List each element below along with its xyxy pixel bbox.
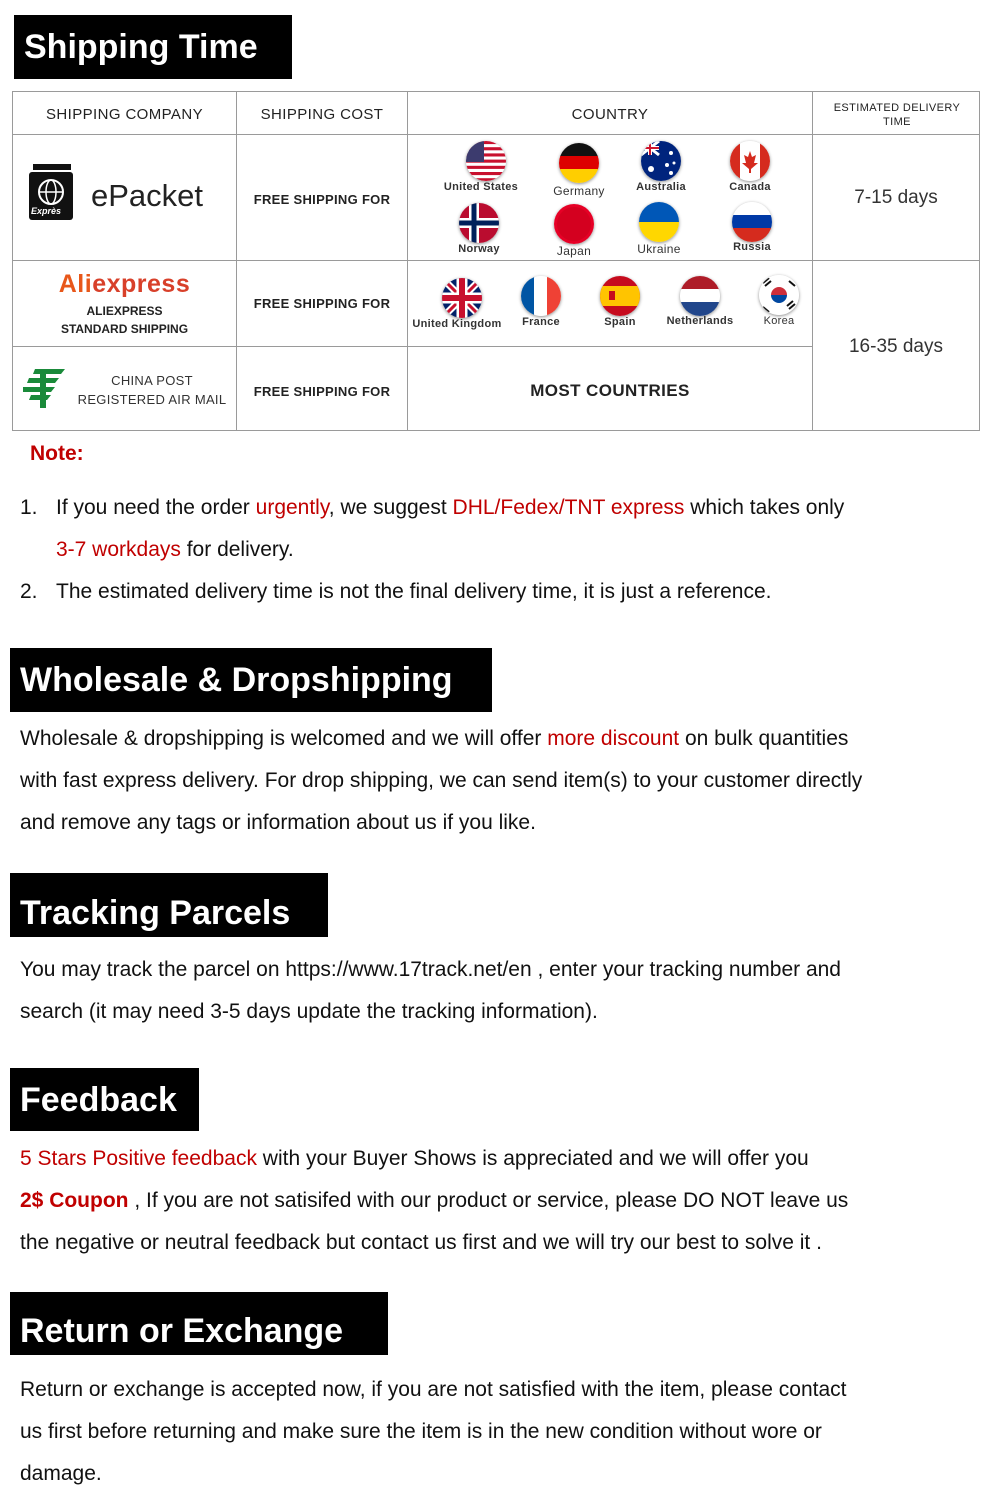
epacket-logo-text: ePacket bbox=[91, 178, 204, 213]
header-shipping-cost: SHIPPING COST bbox=[260, 106, 384, 123]
note-text: , we suggest bbox=[328, 496, 453, 519]
express-logo-part: express bbox=[92, 270, 191, 298]
germany-flag-icon bbox=[559, 143, 599, 183]
country-label: United States bbox=[443, 181, 519, 193]
note-item-1 bbox=[20, 487, 990, 571]
note-item-number: 1. bbox=[20, 496, 38, 519]
section-title-return bbox=[10, 1292, 388, 1355]
wholesale-highlight: more discount bbox=[547, 727, 680, 750]
wholesale-text: with fast express delivery. For drop shipping, we can send item(s) to your customer directly bbox=[20, 769, 863, 792]
row1-cost: FREE SHIPPING FOR bbox=[253, 192, 391, 207]
note-text: If you need the order bbox=[56, 496, 256, 519]
table-divider bbox=[236, 92, 237, 430]
wholesale-text: and remove any tags or information about us if you like. bbox=[20, 811, 536, 834]
canada-flag-icon bbox=[730, 141, 770, 181]
section-title-text: Tracking Parcels bbox=[20, 894, 291, 932]
epacket-small-label: Exprès bbox=[31, 206, 62, 216]
note-highlight-express: DHL/Fedex/TNT express bbox=[452, 496, 685, 519]
note-highlight-workdays: 3-7 workdays bbox=[56, 538, 181, 561]
return-paragraph bbox=[20, 1369, 998, 1495]
country-label: Germany bbox=[553, 184, 605, 198]
shipping-table bbox=[12, 91, 980, 431]
feedback-coupon: 2$ Coupon bbox=[20, 1189, 129, 1212]
country-label: United Kingdom bbox=[412, 318, 502, 330]
row3-cost: FREE SHIPPING FOR bbox=[253, 384, 391, 399]
tracking-text: search (it may need 3-5 days update the tracking information). bbox=[20, 1000, 598, 1023]
country-label: Ukraine bbox=[637, 242, 681, 256]
china-post-line2: REGISTERED AIR MAIL bbox=[77, 392, 227, 407]
note-text: The estimated delivery time is not the final delivery time, it is just a reference. bbox=[56, 580, 772, 603]
china-post-logo bbox=[21, 363, 235, 415]
country-label: Canada bbox=[729, 181, 771, 193]
section-title-wholesale bbox=[10, 648, 492, 712]
united-states-flag-icon bbox=[466, 141, 506, 181]
note-text: which takes only bbox=[684, 496, 845, 519]
tracking-text: You may track the parcel on https://www.17track.net/en , enter your tracking number and bbox=[20, 958, 841, 981]
section-title-text: Feedback bbox=[20, 1080, 177, 1119]
tracking-paragraph bbox=[20, 949, 998, 1033]
wholesale-text: on bulk quantities bbox=[679, 727, 849, 750]
note-label: Note: bbox=[30, 442, 84, 465]
note-item-number: 2. bbox=[20, 580, 38, 603]
country-label: Australia bbox=[636, 181, 686, 193]
ukraine-flag-icon bbox=[639, 202, 679, 242]
row3-countries: MOST COUNTRIES bbox=[530, 381, 690, 400]
feedback-paragraph bbox=[20, 1138, 998, 1264]
header-delivery-line1: ESTIMATED DELIVERY bbox=[833, 102, 961, 114]
section-title-text: Wholesale & Dropshipping bbox=[20, 661, 453, 699]
united-kingdom-flag-icon bbox=[442, 278, 482, 318]
section-title-shipping-time bbox=[14, 15, 292, 79]
japan-flag-icon bbox=[554, 204, 594, 244]
wholesale-text: Wholesale & dropshipping is welcomed and we will offer bbox=[20, 727, 548, 750]
return-text: us first before returning and make sure the item is in the new condition without wore or bbox=[20, 1420, 822, 1443]
aliexpress-logo bbox=[13, 270, 236, 336]
country-label: Norway bbox=[458, 243, 500, 255]
netherlands-flag-icon bbox=[680, 276, 720, 316]
row2-cost: FREE SHIPPING FOR bbox=[253, 296, 391, 311]
ali-logo-part: Ali bbox=[58, 270, 93, 298]
return-text: Return or exchange is accepted now, if you are not satisfied with the item, please contact bbox=[20, 1378, 847, 1401]
header-country: COUNTRY bbox=[571, 106, 649, 123]
aliexpress-company-line1: ALIEXPRESS bbox=[86, 304, 163, 318]
country-label: Spain bbox=[604, 316, 636, 328]
country-label: France bbox=[522, 316, 560, 328]
table-divider bbox=[13, 346, 813, 347]
country-label: Netherlands bbox=[666, 315, 734, 327]
row1-delivery-time: 7-15 days bbox=[854, 187, 938, 208]
note-text: for delivery. bbox=[180, 538, 294, 561]
feedback-text: with your Buyer Shows is appreciated and we will offer you bbox=[256, 1147, 809, 1170]
row2-delivery-time: 16-35 days bbox=[848, 336, 943, 357]
norway-flag-icon bbox=[459, 203, 499, 243]
header-delivery-time bbox=[813, 101, 981, 129]
country-label: Korea bbox=[763, 315, 795, 327]
country-label: Japan bbox=[556, 244, 592, 258]
table-divider bbox=[407, 92, 408, 430]
section-title-text: Return or Exchange bbox=[20, 1311, 344, 1350]
france-flag-icon bbox=[521, 276, 561, 316]
feedback-highlight-stars: 5 Stars Positive feedback bbox=[20, 1147, 257, 1170]
section-title-feedback bbox=[10, 1068, 199, 1131]
section-title-tracking bbox=[10, 873, 328, 937]
australia-flag-icon bbox=[641, 141, 681, 181]
table-divider bbox=[13, 134, 979, 135]
table-divider bbox=[13, 260, 979, 261]
korea-flag-icon bbox=[759, 275, 799, 315]
russia-flag-icon bbox=[732, 202, 772, 242]
wholesale-paragraph bbox=[20, 718, 998, 844]
epacket-logo bbox=[27, 162, 227, 224]
header-shipping-company: SHIPPING COMPANY bbox=[46, 106, 203, 123]
return-text: damage. bbox=[20, 1462, 102, 1485]
header-delivery-line2: TIME bbox=[883, 116, 911, 128]
aliexpress-company-line2: STANDARD SHIPPING bbox=[60, 322, 189, 336]
china-post-line1: CHINA POST bbox=[111, 373, 193, 388]
section-title-text: Shipping Time bbox=[24, 28, 258, 66]
feedback-text: the negative or neutral feedback but contact us first and we will try our best to solve it . bbox=[20, 1231, 822, 1254]
china-post-icon bbox=[21, 365, 67, 411]
table-divider bbox=[812, 92, 813, 430]
feedback-text: , If you are not satisifed with our product or service, please DO NOT leave us bbox=[128, 1189, 849, 1212]
note-item-2 bbox=[20, 571, 990, 613]
spain-flag-icon bbox=[600, 276, 640, 316]
note-highlight-urgently: urgently bbox=[255, 496, 329, 519]
country-label: Russia bbox=[733, 241, 771, 253]
